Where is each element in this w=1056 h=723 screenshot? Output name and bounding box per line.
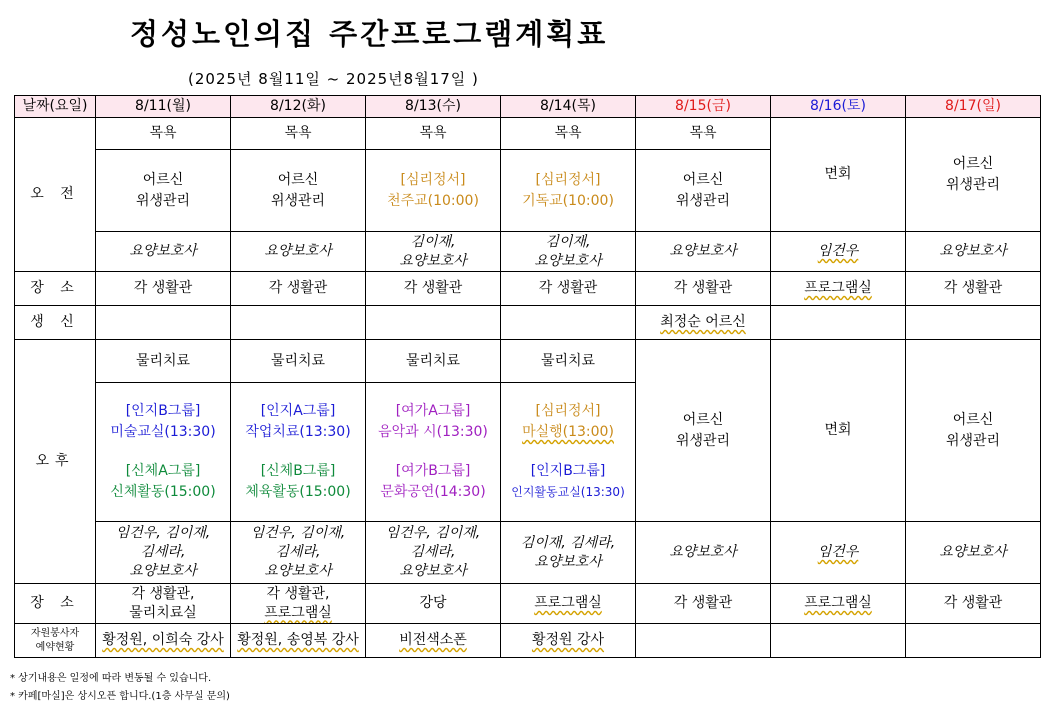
afternoon-program-thu: [501, 383, 636, 522]
volunteer-thu-text: 황정원 강사: [531, 632, 605, 648]
morning-staff-thu-line1: 김이재,: [545, 233, 591, 250]
header-day-mon: 8/11(월): [96, 96, 231, 118]
afternoon-therapy-row: [15, 340, 1041, 383]
birthday-thu: [501, 306, 636, 340]
birthday-sun: [906, 306, 1041, 340]
afternoon-program-tue-line4: 체육활동(15:00): [245, 484, 351, 500]
header-day-sun: 8/17(일): [906, 96, 1041, 118]
afternoon-program-thu-line3: [인지B그룹]: [530, 463, 606, 479]
volunteer-mon-text: 황정원, 이희숙 강사: [102, 632, 224, 648]
afternoon-place-row: [15, 584, 1041, 624]
afternoon-program-mon-line1: [인지B그룹]: [125, 403, 201, 419]
afternoon-staff-thu: [501, 522, 636, 584]
afternoon-staff-tue-line1: 임건우, 김이재,: [250, 525, 346, 541]
afternoon-place-tue-line2: [233, 604, 363, 623]
afternoon-place-tue: [231, 584, 366, 624]
volunteer-tue: [231, 624, 366, 658]
afternoon-staff-sun: 요양보호사: [906, 522, 1041, 584]
afternoon-program-mon-line3: [신체A그룹]: [125, 463, 201, 479]
morning-bath-mon: 목욕: [96, 118, 231, 150]
afternoon-program-thu-line4: 인지활동교실(13:30): [511, 485, 625, 499]
header-row: [15, 96, 1041, 118]
morning-bath-row: [15, 118, 1041, 150]
notes: [10, 670, 230, 706]
morning-staff-tue: 요양보호사: [231, 232, 366, 272]
morning-place-row: [15, 272, 1041, 306]
afternoon-staff-sat-text: 임건우: [817, 544, 859, 560]
header-day-thu: 8/14(목): [501, 96, 636, 118]
morning-program-mon-line2: 위생관리: [135, 192, 191, 209]
afternoon-program-tue: [231, 383, 366, 522]
volunteer-sun: [906, 624, 1041, 658]
afternoon-program-fri: [636, 340, 771, 522]
volunteer-wed-text: 비전색소폰: [399, 632, 467, 648]
afternoon-staff-tue-line2: 김세라,: [275, 544, 321, 560]
morning-bath-tue: 목욕: [231, 118, 366, 150]
morning-label: 오 전: [15, 118, 96, 272]
afternoon-place-mon: [96, 584, 231, 624]
note-1: * 상기내용은 일정에 따라 변동될 수 있습니다.: [10, 673, 212, 684]
afternoon-program-wed-line3: [여가B그룹]: [395, 463, 471, 479]
afternoon-staff-row: [15, 522, 1041, 584]
morning-program-tue: [231, 150, 366, 232]
afternoon-therapy-wed: 물리치료: [366, 340, 501, 383]
morning-staff-wed-line2: 요양보호사: [399, 252, 467, 269]
afternoon-staff-fri: 요양보호사: [636, 522, 771, 584]
birthday-fri: [636, 306, 771, 340]
morning-program-mon: [96, 150, 231, 232]
page-title: 정성노인의집 주간프로그램계획표: [130, 17, 609, 51]
header-corner: 날짜(요일): [15, 96, 96, 118]
morning-program-wed: [366, 150, 501, 232]
place2-label: 장 소: [15, 584, 96, 624]
morning-staff-sat: [771, 232, 906, 272]
weekly-schedule-table: [14, 95, 1041, 658]
afternoon-place-sat-text: 프로그램실: [804, 595, 872, 611]
birthday-row: [15, 306, 1041, 340]
birthday-fri-text: 최정순 어르신: [660, 314, 746, 330]
morning-place-sun: 각 생활관: [906, 272, 1041, 306]
morning-place-fri: 각 생활관: [636, 272, 771, 306]
birthday-tue: [231, 306, 366, 340]
volunteer-fri: [636, 624, 771, 658]
volunteer-mon: [96, 624, 231, 658]
morning-program-sun-line1: 어르신: [952, 155, 994, 172]
morning-staff-sun: 요양보호사: [906, 232, 1041, 272]
afternoon-program-tue-line3: [신체B그룹]: [260, 463, 336, 479]
afternoon-staff-mon-line2: 김세라,: [140, 544, 186, 560]
morning-program-mon-line1: 어르신: [142, 171, 184, 188]
afternoon-program-thu-line1: [심리정서]: [535, 403, 601, 419]
morning-staff-sat-text: 임건우: [817, 243, 859, 259]
afternoon-place-wed: 강당: [366, 584, 501, 624]
afternoon-staff-mon: [96, 522, 231, 584]
afternoon-program-wed-line1: [여가A그룹]: [395, 403, 471, 419]
morning-program-fri: [636, 150, 771, 232]
morning-staff-thu-line2: 요양보호사: [534, 252, 602, 269]
afternoon-label: 오후: [15, 340, 96, 584]
morning-place-sat-text: 프로그램실: [804, 280, 872, 296]
volunteer-sat: [771, 624, 906, 658]
afternoon-program-thu-line2-text: 마실행(13:00): [522, 424, 614, 440]
volunteer-wed: [366, 624, 501, 658]
afternoon-program-wed-line4: 문화공연(14:30): [380, 484, 486, 500]
afternoon-staff-mon-line3: 요양보호사: [129, 563, 197, 579]
volunteer-thu: [501, 624, 636, 658]
volunteer-row: [15, 624, 1041, 658]
header-day-tue: 8/12(화): [231, 96, 366, 118]
morning-program-thu-line1: [심리정서]: [535, 171, 601, 188]
morning-program-sat: 면회: [771, 118, 906, 232]
afternoon-staff-mon-line1: 임건우, 김이재,: [115, 525, 211, 541]
afternoon-place-fri: 각 생활관: [636, 584, 771, 624]
birthday-label: 생 신: [15, 306, 96, 340]
morning-staff-wed-line1: 김이재,: [410, 233, 456, 250]
afternoon-program-sun: [906, 340, 1041, 522]
afternoon-program-mon-line2: 미술교실(13:30): [110, 424, 216, 440]
morning-program-sun: [906, 118, 1041, 232]
afternoon-place-tue-line1: 각 생활관,: [266, 585, 330, 602]
afternoon-staff-thu-line2: 요양보호사: [534, 553, 602, 570]
morning-program-thu-line2: 기독교(10:00): [522, 192, 614, 209]
morning-place-mon: 각 생활관: [96, 272, 231, 306]
morning-program-tue-line1: 어르신: [277, 171, 319, 188]
morning-program-fri-line2: 위생관리: [675, 192, 731, 209]
morning-place-wed: 각 생활관: [366, 272, 501, 306]
afternoon-staff-wed-line1: 임건우, 김이재,: [385, 525, 481, 541]
afternoon-program-sun-line1: 어르신: [952, 411, 994, 428]
morning-bath-wed: 목욕: [366, 118, 501, 150]
afternoon-place-thu: [501, 584, 636, 624]
afternoon-staff-wed-line2: 김세라,: [410, 544, 456, 560]
afternoon-staff-sat: [771, 522, 906, 584]
volunteer-label-line2: 예약현황: [35, 641, 75, 653]
afternoon-staff-tue-line3: 요양보호사: [264, 563, 332, 579]
afternoon-therapy-tue: 물리치료: [231, 340, 366, 383]
morning-place-tue: 각 생활관: [231, 272, 366, 306]
birthday-wed: [366, 306, 501, 340]
morning-place-thu: 각 생활관: [501, 272, 636, 306]
afternoon-staff-wed-line3: 요양보호사: [399, 563, 467, 579]
afternoon-staff-tue: [231, 522, 366, 584]
afternoon-program-sun-line2: 위생관리: [945, 432, 1001, 449]
morning-bath-thu: 목욕: [501, 118, 636, 150]
morning-staff-wed: [366, 232, 501, 272]
afternoon-place-mon-line1: 각 생활관,: [131, 585, 195, 602]
morning-program-wed-line1: [심리정서]: [400, 171, 466, 188]
volunteer-label: [15, 624, 96, 658]
afternoon-program-thu-line2: [503, 422, 633, 443]
afternoon-place-mon-line2: 물리치료실: [129, 604, 197, 621]
morning-program-wed-line2: 천주교(10:00): [387, 192, 479, 209]
birthday-sat: [771, 306, 906, 340]
morning-program-thu: [501, 150, 636, 232]
header-day-wed: 8/13(수): [366, 96, 501, 118]
header-day-fri: 8/15(금): [636, 96, 771, 118]
afternoon-place-sun: 각 생활관: [906, 584, 1041, 624]
volunteer-tue-text: 황정원, 송영복 강사: [237, 632, 359, 648]
afternoon-program-fri-line1: 어르신: [682, 411, 724, 428]
afternoon-program-wed-line2: 음악과 시(13:30): [378, 424, 488, 440]
morning-staff-thu: [501, 232, 636, 272]
morning-staff-row: [15, 232, 1041, 272]
afternoon-program-wed: [366, 383, 501, 522]
morning-program-sun-line2: 위생관리: [945, 176, 1001, 193]
afternoon-program-mon-line4: 신체활동(15:00): [110, 484, 216, 500]
header-day-sat: 8/16(토): [771, 96, 906, 118]
afternoon-place-tue-line2-text: 프로그램실: [264, 604, 332, 621]
place-label: 장 소: [15, 272, 96, 306]
afternoon-therapy-thu: 물리치료: [501, 340, 636, 383]
note-2: * 카페[마실]은 상시오픈 합니다.(1층 사무실 문의): [10, 691, 230, 702]
morning-staff-fri: 요양보호사: [636, 232, 771, 272]
morning-bath-fri: 목욕: [636, 118, 771, 150]
birthday-mon: [96, 306, 231, 340]
morning-program-tue-line2: 위생관리: [270, 192, 326, 209]
afternoon-place-sat: [771, 584, 906, 624]
afternoon-staff-wed: [366, 522, 501, 584]
afternoon-program-tue-line1: [인지A그룹]: [260, 403, 336, 419]
schedule-period: (2025년 8월11일 ~ 2025년8월17일 ): [188, 70, 479, 88]
afternoon-place-thu-text: 프로그램실: [534, 595, 602, 611]
morning-place-sat: [771, 272, 906, 306]
volunteer-label-line1: 자원봉사자: [30, 627, 80, 639]
afternoon-program-fri-line2: 위생관리: [675, 432, 731, 449]
morning-program-fri-line1: 어르신: [682, 171, 724, 188]
afternoon-program-mon: [96, 383, 231, 522]
afternoon-program-tue-line2: 작업치료(13:30): [245, 424, 351, 440]
morning-staff-mon: 요양보호사: [96, 232, 231, 272]
afternoon-staff-thu-line1: 김이재, 김세라,: [520, 534, 616, 551]
afternoon-therapy-mon: 물리치료: [96, 340, 231, 383]
afternoon-program-sat: 면회: [771, 340, 906, 522]
